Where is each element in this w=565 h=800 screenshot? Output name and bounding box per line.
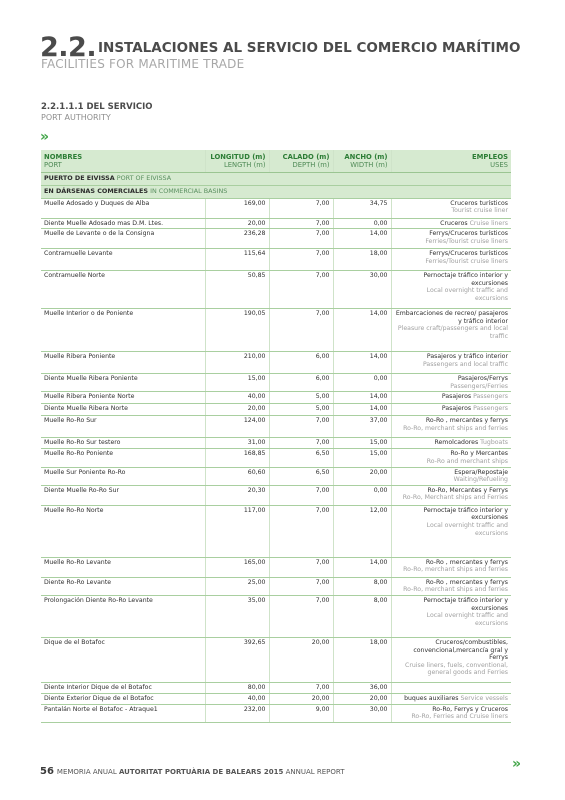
table-row — [41, 557, 511, 577]
length-value: 236,28 — [205, 229, 269, 249]
draft-value: 7,00 — [269, 682, 333, 693]
use-es: Remolcadores — [434, 439, 479, 447]
header-length: LONGITUD (m) LENGTH (m) — [205, 150, 269, 173]
use-en: Passengers and local traffic — [422, 360, 508, 368]
length-value: 117,00 — [205, 505, 269, 557]
dock-name: Diente Muelle Ribera Norte — [41, 404, 205, 416]
draft-value: 7,00 — [269, 505, 333, 557]
length-value: 40,00 — [205, 693, 269, 704]
length-value: 20,00 — [205, 218, 269, 229]
uses-cell — [391, 577, 511, 595]
length-value: 40,00 — [205, 392, 269, 404]
width-value: 14,00 — [333, 404, 391, 416]
draft-value: 6,00 — [269, 352, 333, 374]
draft-value: 7,00 — [269, 249, 333, 271]
use-en: Ro-Ro, merchant ships and ferries — [403, 566, 508, 574]
draft-value: 6,00 — [269, 374, 333, 392]
uses-cell — [391, 271, 511, 309]
dock-name: Contramuelle Levante — [41, 249, 205, 271]
use-en: Cruise liners, fuels, conventional, general goods and Ferries — [405, 661, 508, 677]
use-es: Ro-Ro , mercantes y ferrys — [425, 578, 508, 586]
port-band — [41, 173, 511, 186]
header-uses: EMPLEOS USES — [391, 150, 511, 173]
uses-cell — [391, 704, 511, 722]
facilities-table — [41, 150, 511, 723]
table-row — [41, 198, 511, 218]
table-row — [41, 467, 511, 485]
width-value: 14,00 — [333, 309, 391, 352]
width-value: 8,00 — [333, 595, 391, 637]
uses-cell — [391, 467, 511, 485]
uses-cell — [391, 218, 511, 229]
use-es: Pernoctaje tráfico interior y excursiones — [423, 596, 508, 612]
length-value: 20,00 — [205, 404, 269, 416]
draft-value: 7,00 — [269, 438, 333, 449]
draft-value: 7,00 — [269, 229, 333, 249]
draft-value: 7,00 — [269, 309, 333, 352]
draft-value: 20,00 — [269, 637, 333, 682]
length-value: 25,00 — [205, 577, 269, 595]
draft-value: 6,50 — [269, 467, 333, 485]
table-row — [41, 505, 511, 557]
use-en: Ro-Ro, merchant ships and ferries — [403, 424, 508, 432]
table-row — [41, 352, 511, 374]
use-en: Service vessels — [460, 694, 508, 702]
table-row — [41, 271, 511, 309]
length-value: 190,05 — [205, 309, 269, 352]
use-en: Local overnight traffic and excursions — [426, 287, 508, 302]
uses-cell — [391, 485, 511, 505]
use-es: Pasajeros/Ferrys — [457, 375, 508, 383]
dock-name: Muelle Interior o de Poniente — [41, 309, 205, 352]
use-es: Pasajeros y tráfico interior — [426, 353, 508, 361]
width-value: 0,00 — [333, 218, 391, 229]
length-value: 50,85 — [205, 271, 269, 309]
dock-name: Muelle Ro-Ro Norte — [41, 505, 205, 557]
length-value: 20,30 — [205, 485, 269, 505]
uses-cell — [391, 198, 511, 218]
length-value: 124,00 — [205, 416, 269, 438]
uses-cell — [391, 229, 511, 249]
draft-value: 6,50 — [269, 449, 333, 467]
dock-name: Diente Muelle Ro-Ro Sur — [41, 485, 205, 505]
dock-name: Diente Muelle Adosado mas D.M. Ltes. — [41, 218, 205, 229]
use-es: Espera/Repostaje — [454, 468, 508, 476]
length-value: 210,00 — [205, 352, 269, 374]
uses-cell — [391, 392, 511, 404]
length-value: 60,60 — [205, 467, 269, 485]
dock-name: Muelle Ribera Poniente — [41, 352, 205, 374]
dock-name: Muelle de Levante o de la Consigna — [41, 229, 205, 249]
uses-cell — [391, 505, 511, 557]
width-value: 14,00 — [333, 392, 391, 404]
draft-value: 7,00 — [269, 557, 333, 577]
table-row — [41, 693, 511, 704]
use-es: Ferrys/Cruceros turísticos — [429, 230, 508, 238]
dock-name: Muelle Adosado y Duques de Alba — [41, 198, 205, 218]
uses-cell — [391, 595, 511, 637]
use-es: Ro-Ro y Mercantes — [450, 450, 508, 458]
basin-band-en: IN COMMERCIAL BASINS — [150, 187, 228, 195]
dock-name: Muelle Ro-Ro Levante — [41, 557, 205, 577]
use-es: Cruceros — [440, 219, 468, 227]
chevron-right-icon: » — [512, 756, 520, 772]
width-value: 20,00 — [333, 467, 391, 485]
dock-name: Prolongación Diente Ro-Ro Levante — [41, 595, 205, 637]
draft-value: 5,00 — [269, 392, 333, 404]
use-es: Ro-Ro , mercantes y ferrys — [425, 417, 508, 425]
table-row — [41, 229, 511, 249]
width-value: 0,00 — [333, 485, 391, 505]
uses-cell — [391, 404, 511, 416]
dock-name: Pantalán Norte el Botafoc - Atraque1 — [41, 704, 205, 722]
table-row — [41, 595, 511, 637]
dock-name: Diente Ro-Ro Levante — [41, 577, 205, 595]
dock-name: Diente Muelle Ribera Poniente — [41, 374, 205, 392]
table-row — [41, 577, 511, 595]
table-row — [41, 438, 511, 449]
width-value: 36,00 — [333, 682, 391, 693]
table-row — [41, 416, 511, 438]
use-es: Cruceros/combustibles, convencional,mercancía gral y Ferrys — [413, 638, 508, 662]
draft-value: 9,00 — [269, 704, 333, 722]
uses-cell — [391, 557, 511, 577]
footer-pre: MEMORIA ANUAL — [56, 768, 117, 776]
width-value: 14,00 — [333, 557, 391, 577]
subsection-subtitle: PORT AUTHORITY — [41, 113, 111, 122]
use-en: Local overnight traffic and excursions — [426, 612, 508, 627]
table-row — [41, 704, 511, 722]
uses-cell — [391, 352, 511, 374]
header-name: NOMBRES PORT — [41, 150, 205, 173]
use-es: Pasajeros — [441, 405, 472, 413]
dock-name: Diente Exterior Dique de el Botafoc — [41, 693, 205, 704]
use-es: Pasajeros — [441, 393, 472, 401]
width-value: 18,00 — [333, 637, 391, 682]
use-en: Local overnight traffic and excursions — [426, 521, 508, 537]
width-value: 30,00 — [333, 704, 391, 722]
use-en: Pleasure craft/passengers and local traffic — [397, 325, 508, 340]
page-footer — [40, 766, 345, 777]
dock-name: Dique de el Botafoc — [41, 637, 205, 682]
width-value: 15,00 — [333, 438, 391, 449]
uses-cell — [391, 693, 511, 704]
use-es: Ro-Ro, Mercantes y Ferrys — [427, 486, 508, 494]
table-row — [41, 374, 511, 392]
use-en: Cruise liners — [469, 219, 508, 227]
use-en: Tugboats — [480, 439, 508, 447]
use-en: Ro-Ro, Ferries and Cruise liners — [411, 713, 508, 721]
use-en: Ro-Ro, Merchant ships and Ferries — [402, 494, 508, 502]
dock-name: Muelle Ro-Ro Sur — [41, 416, 205, 438]
footer-post: ANNUAL REPORT — [285, 768, 345, 776]
use-en: Passengers — [473, 405, 508, 413]
subsection-title: 2.2.1.1.1 DEL SERVICIO — [41, 102, 153, 112]
dock-name: Muelle Ribera Poniente Norte — [41, 392, 205, 404]
use-en: Passengers — [473, 393, 508, 401]
width-value: 12,00 — [333, 505, 391, 557]
table-row — [41, 218, 511, 229]
draft-value: 7,00 — [269, 577, 333, 595]
draft-value: 7,00 — [269, 271, 333, 309]
table-row — [41, 249, 511, 271]
length-value: 168,85 — [205, 449, 269, 467]
uses-cell — [391, 449, 511, 467]
length-value: 392,65 — [205, 637, 269, 682]
use-es: Ferrys/Cruceros turísticos — [429, 250, 508, 258]
use-es: buques auxiliares — [404, 694, 459, 702]
uses-cell — [391, 416, 511, 438]
width-value: 18,00 — [333, 249, 391, 271]
length-value: 232,00 — [205, 704, 269, 722]
width-value: 37,00 — [333, 416, 391, 438]
table-row — [41, 449, 511, 467]
uses-cell — [391, 374, 511, 392]
uses-cell — [391, 249, 511, 271]
dock-name: Diente Interior Dique de el Botafoc — [41, 682, 205, 693]
length-value: 15,00 — [205, 374, 269, 392]
length-value: 115,64 — [205, 249, 269, 271]
table-row — [41, 392, 511, 404]
draft-value: 7,00 — [269, 218, 333, 229]
use-es: Pernoctaje tráfico interior y excursiones — [423, 272, 508, 287]
header-draft: CALADO (m) DEPTH (m) — [269, 150, 333, 173]
uses-cell — [391, 438, 511, 449]
port-band-en: PORT OF EIVISSA — [116, 174, 172, 183]
use-en: Ro-Ro and merchant ships — [426, 457, 508, 465]
footer-bold: AUTORITAT PORTUÀRIA DE BALEARS 2015 — [118, 768, 284, 776]
uses-cell — [391, 309, 511, 352]
draft-value: 7,00 — [269, 416, 333, 438]
length-value: 169,00 — [205, 198, 269, 218]
section-number: 2.2. — [40, 32, 97, 63]
page-subtitle: FACILITIES FOR MARITIME TRADE — [41, 57, 245, 71]
dock-name: Muelle Ro-Ro Poniente — [41, 449, 205, 467]
width-value: 8,00 — [333, 577, 391, 595]
use-es: Ro-Ro , mercantes y ferrys — [425, 558, 508, 566]
header-width: ANCHO (m) WIDTH (m) — [333, 150, 391, 173]
basin-band-es: EN DÁRSENAS COMERCIALES — [44, 187, 149, 195]
table-header-row — [41, 150, 511, 173]
length-value: 35,00 — [205, 595, 269, 637]
use-es: Pernoctaje tráfico interior y excursiones — [423, 506, 508, 522]
page-title: INSTALACIONES AL SERVICIO DEL COMERCIO MARÍTIMO — [98, 40, 521, 56]
basin-band — [41, 186, 511, 199]
uses-cell — [391, 682, 511, 693]
width-value: 20,00 — [333, 693, 391, 704]
table-row — [41, 309, 511, 352]
dock-name: Muelle Ro-Ro Sur testero — [41, 438, 205, 449]
table-row — [41, 485, 511, 505]
length-value: 31,00 — [205, 438, 269, 449]
width-value: 14,00 — [333, 229, 391, 249]
table-row — [41, 404, 511, 416]
use-en: Ferries/Tourist cruise liners — [425, 257, 508, 265]
length-value: 165,00 — [205, 557, 269, 577]
dock-name: Muelle Sur Poniente Ro-Ro — [41, 467, 205, 485]
chevron-right-icon: » — [40, 129, 48, 145]
use-es: Cruceros turísticos — [450, 199, 508, 207]
width-value: 30,00 — [333, 271, 391, 309]
dock-name: Contramuelle Norte — [41, 271, 205, 309]
use-en: Waiting/Refueling — [453, 476, 508, 484]
width-value: 34,75 — [333, 198, 391, 218]
table-row — [41, 682, 511, 693]
use-en: Ferries/Tourist cruise liners — [425, 237, 508, 245]
width-value: 15,00 — [333, 449, 391, 467]
width-value: 0,00 — [333, 374, 391, 392]
use-en: Ro-Ro, merchant ships and ferries — [403, 586, 508, 594]
use-es: Embarcaciones de recreo/ pasajeros y tráfico interior — [395, 310, 508, 325]
draft-value: 7,00 — [269, 595, 333, 637]
page-number: 56 — [40, 766, 54, 777]
use-es: Ro-Ro, Ferrys y Cruceros — [432, 705, 508, 713]
draft-value: 5,00 — [269, 404, 333, 416]
use-en: Tourist cruise liner — [451, 207, 508, 215]
use-en: Passengers/Ferries — [450, 382, 508, 390]
width-value: 14,00 — [333, 352, 391, 374]
draft-value: 7,00 — [269, 485, 333, 505]
port-band-es: PUERTO DE EIVISSA — [44, 174, 115, 183]
uses-cell — [391, 637, 511, 682]
draft-value: 20,00 — [269, 693, 333, 704]
table-row — [41, 637, 511, 682]
draft-value: 7,00 — [269, 198, 333, 218]
length-value: 80,00 — [205, 682, 269, 693]
